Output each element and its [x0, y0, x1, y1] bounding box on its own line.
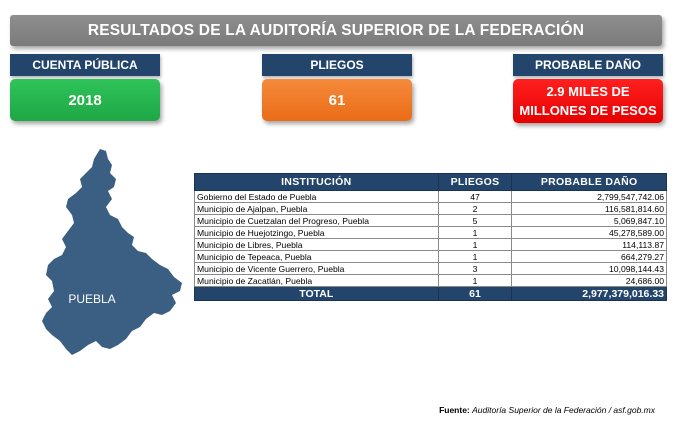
table-row [195, 251, 667, 263]
cuenta-publica-label: CUENTA PÚBLICA [10, 54, 160, 76]
puebla-state-shape [42, 149, 182, 355]
probable-dano-value-line2: MILLONES DE PESOS [519, 103, 657, 118]
dano-cell: 24,686.00 [512, 275, 667, 287]
institucion-cell: Municipio de Ajalpan, Puebla [195, 203, 439, 215]
institucion-cell: Municipio de Vicente Guerrero, Puebla [195, 263, 439, 275]
total-pliegos: 61 [438, 287, 512, 301]
total-dano: 2,977,379,016.33 [512, 287, 667, 301]
dano-cell: 116,581,814.60 [512, 203, 667, 215]
institucion-cell: Municipio de Cuetzalan del Progreso, Puebla [195, 215, 439, 227]
pliegos-cell: 47 [438, 191, 512, 203]
pliegos-cell: 5 [438, 215, 512, 227]
total-label: TOTAL [195, 287, 439, 301]
dano-cell: 2,799,547,742.06 [512, 191, 667, 203]
cuenta-publica-card [10, 54, 160, 121]
table-row [195, 227, 667, 239]
institucion-cell: Municipio de Libres, Puebla [195, 239, 439, 251]
puebla-map [22, 145, 192, 357]
table-row [195, 275, 667, 287]
pliegos-cell: 1 [438, 251, 512, 263]
table-row [195, 263, 667, 275]
results-table [194, 173, 667, 301]
pliegos-cell: 2 [438, 203, 512, 215]
pliegos-label: PLIEGOS [262, 54, 412, 76]
institucion-cell: Gobierno del Estado de Puebla [195, 191, 439, 203]
pliegos-cell: 3 [438, 263, 512, 275]
pliegos-card [262, 54, 412, 121]
table-total-row [195, 287, 667, 301]
table-row [195, 239, 667, 251]
institucion-cell: Municipio de Tepeaca, Puebla [195, 251, 439, 263]
header-institucion: INSTITUCIÓN [195, 174, 439, 191]
pliegos-cell: 1 [438, 275, 512, 287]
table-row [195, 215, 667, 227]
dano-cell: 664,279.27 [512, 251, 667, 263]
dano-cell: 114,113.87 [512, 239, 667, 251]
source-label: Fuente: [439, 405, 470, 415]
source-text: Auditoría Superior de la Federación / asf.gob.mx [472, 405, 655, 415]
puebla-map-label: PUEBLA [68, 292, 116, 306]
probable-dano-value-line1: 2.9 MILES DE [546, 84, 630, 99]
pliegos-value: 61 [262, 79, 412, 121]
table-header-row [195, 174, 667, 191]
pliegos-cell: 1 [438, 239, 512, 251]
dano-cell: 5,069,847.10 [512, 215, 667, 227]
dano-cell: 45,278,589.00 [512, 227, 667, 239]
cuenta-publica-value: 2018 [10, 79, 160, 121]
probable-dano-card [513, 54, 663, 123]
table-row [195, 203, 667, 215]
dano-cell: 10,098,144.43 [512, 263, 667, 275]
header-pliegos: PLIEGOS [438, 174, 512, 191]
institucion-cell: Municipio de Huejotzingo, Puebla [195, 227, 439, 239]
pliegos-cell: 1 [438, 227, 512, 239]
page-title: RESULTADOS DE LA AUDITORÍA SUPERIOR DE LA FEDERACIÓN [10, 15, 662, 46]
source-note [439, 405, 655, 415]
probable-dano-label: PROBABLE DAÑO [513, 54, 663, 76]
header-probable-dano: PROBABLE DAÑO [512, 174, 667, 191]
probable-dano-value [513, 79, 663, 123]
table-row [195, 191, 667, 203]
institucion-cell: Municipio de Zacatlán, Puebla [195, 275, 439, 287]
